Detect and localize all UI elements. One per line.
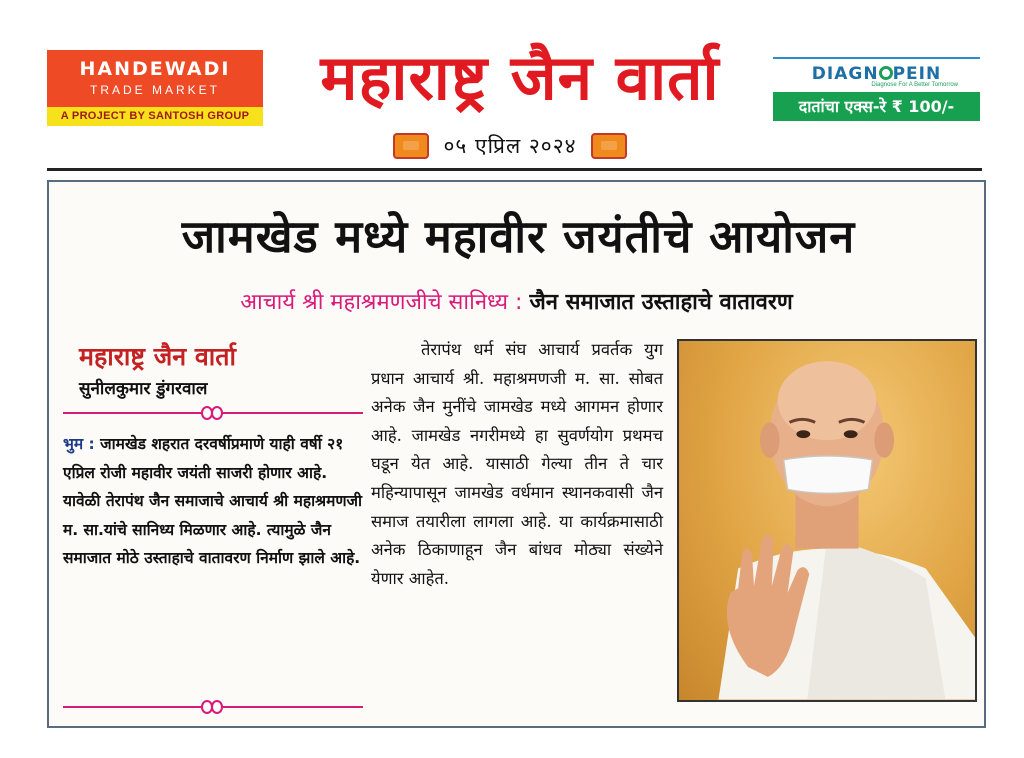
dateline — [360, 130, 660, 162]
acharya-portrait-image — [679, 341, 975, 700]
ad-handewadi[interactable] — [47, 50, 263, 126]
tooth-ring-icon — [879, 66, 893, 80]
ad-handewadi-subtitle: TRADE MARKET — [89, 83, 220, 97]
dateline-location: भुम : — [63, 435, 101, 453]
ad-diagnopein-brand-post: PEIN — [892, 64, 942, 84]
ad-diagnopein-brand-pre: DIAGN — [811, 64, 879, 84]
publication-logo-icon — [591, 133, 627, 159]
left-column-text: जामखेड शहरात दरवर्षीप्रमाणे याही वर्षी २१ एप्रिल रोजी महावीर जयंती साजरी होणार आहे. यावेळी तेरापंथ जैन समाजाचे आचार्य श्री महाश्रमणजी म. सा.यांचे सानिध्य मिळणार आहे. त्यामुळे जैन समाजात मोठे उस्ताहाचे वातावरण निर्माण झाले आहे. — [63, 435, 363, 568]
acharya-photo — [677, 339, 977, 702]
ad-handewadi-tagline: A PROJECT BY SANTOSH GROUP — [47, 107, 263, 126]
ornament-divider — [63, 700, 363, 714]
ornament-divider — [63, 406, 363, 420]
subhead-main: जैन समाजात उस्ताहाचे वातावरण — [529, 290, 793, 315]
article-headline: जामखेड मध्ये महावीर जयंतीचे आयोजन — [181, 210, 856, 263]
byline-publication: महाराष्ट्र जैन वार्ता — [79, 342, 236, 371]
ad-diagnopein-brand — [773, 59, 980, 84]
subhead-accent: आचार्य श्री महाश्रमणजीचे सानिध्य : — [240, 290, 530, 315]
publication-logo-icon — [393, 133, 429, 159]
masthead-title: महाराष्ट्र जैन वार्ता — [320, 41, 720, 114]
article-subheadline — [49, 286, 984, 320]
header-rule — [47, 168, 982, 171]
ad-diagnopein[interactable] — [773, 57, 980, 123]
issue-date: ०५ एप्रिल २०२४ — [443, 134, 577, 158]
ad-diagnopein-tagline: Diagnose For A Better Tomorrow — [871, 82, 958, 88]
ad-handewadi-top — [47, 50, 263, 107]
byline-author: सुनीलकुमार डुंगरवाल — [79, 379, 208, 399]
article-box — [47, 180, 986, 728]
ad-handewadi-brand: HANDEWADI — [79, 58, 231, 80]
ad-diagnopein-offer: दातांचा एक्स-रे ₹ 100/- — [773, 92, 980, 121]
ad-diagnopein-top — [773, 57, 980, 92]
article-middle-column: तेरापंथ धर्म संघ आचार्य प्रवर्तक युग प्रधान आचार्य श्री. महाश्रमणजी म. सा. सोबत अनेक जैन मुनींचे जामखेड मध्ये आगमन होणार आहे. जामखेड नगरीमध्ये हा सुवर्णयोग प्रथमच घडून येत आहे. यासाठी गेल्या तीन ते चार महिन्यापासून जामखेड वर्धमान स्थानकवासी जैन समाज तयारीला लागला आहे. या कार्यक्रमासाठी अनेक ठिकाणाहून जैन बांधव मोठ्या संख्येने येणार आहेत. — [371, 340, 663, 588]
article-left-column — [63, 430, 363, 573]
